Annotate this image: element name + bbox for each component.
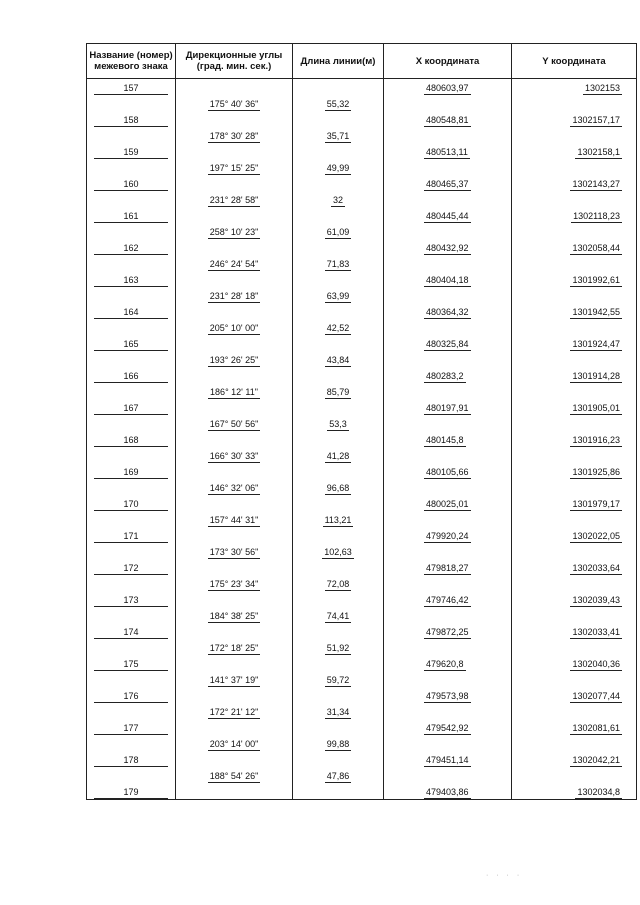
point-y: 1302143,27: [572, 179, 620, 189]
segment-angle: 205° 10' 00": [209, 323, 259, 333]
segment-angle: 197° 15' 25": [209, 163, 259, 173]
point-name: 174: [94, 627, 168, 639]
segment-angle: 146° 32' 06": [209, 483, 259, 493]
point-name: 163: [94, 275, 168, 287]
segment-row: [87, 159, 637, 175]
segment-angle: 167° 50' 56": [209, 419, 259, 429]
point-name: 171: [94, 531, 168, 543]
segment-length: 72,08: [326, 579, 350, 589]
point-row: [87, 591, 637, 607]
point-y: 1301992,61: [572, 275, 620, 285]
point-x: 479872,25: [426, 627, 469, 637]
segment-length: 102,63: [324, 547, 352, 557]
segment-length: 55,32: [326, 99, 350, 109]
segment-length: 53,3: [329, 419, 347, 429]
point-y: 1302153: [584, 83, 620, 93]
segment-row: [87, 127, 637, 143]
point-name: 177: [94, 723, 168, 735]
point-y: 1301916,23: [572, 435, 620, 445]
segment-length: 31,34: [326, 707, 350, 717]
point-name: 175: [94, 659, 168, 671]
header-x: X координата: [384, 44, 512, 79]
segment-length: 51,92: [326, 643, 350, 653]
table-body: [87, 79, 637, 800]
point-row: [87, 463, 637, 479]
segment-length: 96,68: [326, 483, 350, 493]
point-y: 1302033,41: [572, 627, 620, 637]
point-x: 479542,92: [426, 723, 469, 733]
segment-row: [87, 575, 637, 591]
point-row: [87, 367, 637, 383]
point-name: 170: [94, 499, 168, 511]
segment-angle: 178° 30' 28": [209, 131, 259, 141]
segment-angle: 184° 38' 25": [209, 611, 259, 621]
point-name: 166: [94, 371, 168, 383]
point-y: 1302081,61: [572, 723, 620, 733]
point-row: [87, 79, 637, 96]
segment-length: 59,72: [326, 675, 350, 685]
point-y: 1301979,17: [572, 499, 620, 509]
point-name: 161: [94, 211, 168, 223]
segment-length: 63,99: [326, 291, 350, 301]
point-y: 1302077,44: [572, 691, 620, 701]
point-y: 1302158,1: [577, 147, 620, 157]
point-name: 169: [94, 467, 168, 479]
segment-length: 74,41: [326, 611, 350, 621]
segment-angle: 172° 18' 25": [209, 643, 259, 653]
segment-row: [87, 671, 637, 687]
segment-row: [87, 255, 637, 271]
header-angle: Дирекционные углы (град. мин. сек.): [176, 44, 293, 79]
segment-row: [87, 319, 637, 335]
point-x: 479403,86: [426, 787, 469, 797]
point-y: 1302033,64: [572, 563, 620, 573]
point-name: 162: [94, 243, 168, 255]
segment-row: [87, 607, 637, 623]
point-y: 1302118,23: [573, 211, 620, 221]
segment-angle: 157° 44' 31": [209, 515, 259, 525]
point-y: 1301942,55: [572, 307, 620, 317]
segment-length: 49,99: [326, 163, 350, 173]
segment-row: [87, 351, 637, 367]
point-row: [87, 399, 637, 415]
point-row: [87, 239, 637, 255]
point-row: [87, 143, 637, 159]
point-x: 480145,8: [426, 435, 464, 445]
segment-angle: 193° 26' 25": [209, 355, 259, 365]
point-y: 1302058,44: [572, 243, 620, 253]
point-row: [87, 655, 637, 671]
point-y: 1301925,86: [572, 467, 620, 477]
point-row: [87, 751, 637, 767]
point-x: 480364,32: [426, 307, 469, 317]
point-x: 480283,2: [426, 371, 464, 381]
point-name: 173: [94, 595, 168, 607]
segment-angle: 175° 40' 36": [209, 99, 259, 109]
point-x: 480465,37: [426, 179, 469, 189]
segment-row: [87, 383, 637, 399]
segment-row: [87, 767, 637, 783]
segment-angle: 203° 14' 00": [209, 739, 259, 749]
point-row: [87, 175, 637, 191]
coordinate-table: [86, 43, 637, 800]
header-name: Название (номер) межевого знака: [87, 44, 176, 79]
point-name: 158: [94, 115, 168, 127]
point-y: 1302042,21: [572, 755, 620, 765]
segment-row: [87, 543, 637, 559]
point-y: 1301914,28: [572, 371, 620, 381]
point-x: 479818,27: [426, 563, 469, 573]
segment-angle: 231° 28' 58": [209, 195, 259, 205]
segment-length: 61,09: [326, 227, 350, 237]
segment-angle: 231° 28' 18": [209, 291, 259, 301]
point-y: 1301924,47: [572, 339, 620, 349]
segment-length: 43,84: [326, 355, 350, 365]
point-name: 168: [94, 435, 168, 447]
segment-row: [87, 703, 637, 719]
segment-angle: 173° 30' 56": [209, 547, 259, 557]
segment-length: 71,83: [326, 259, 350, 269]
point-name: 164: [94, 307, 168, 319]
point-row: [87, 495, 637, 511]
point-name: 178: [94, 755, 168, 767]
point-row: [87, 559, 637, 575]
point-x: 480445,44: [426, 211, 469, 221]
segment-length: 41,28: [326, 451, 350, 461]
point-name: 165: [94, 339, 168, 351]
point-y: 1302034,8: [577, 787, 620, 797]
segment-angle: 188° 54' 26": [209, 771, 259, 781]
segment-length: 113,21: [324, 515, 352, 525]
point-row: [87, 271, 637, 287]
coordinate-sheet: [86, 43, 636, 800]
segment-row: [87, 191, 637, 207]
point-y: 1302157,17: [572, 115, 620, 125]
point-name: 172: [94, 563, 168, 575]
segment-length: 99,88: [326, 739, 350, 749]
point-x: 480325,84: [426, 339, 469, 349]
segment-row: [87, 479, 637, 495]
point-row: [87, 111, 637, 127]
point-y: 1302022,05: [572, 531, 620, 541]
point-x: 480197,91: [426, 403, 469, 413]
segment-row: [87, 95, 637, 111]
point-x: 479920,24: [426, 531, 469, 541]
segment-row: [87, 639, 637, 655]
point-row: [87, 431, 637, 447]
segment-angle: 172° 21' 12": [209, 707, 259, 717]
point-row: [87, 719, 637, 735]
point-row: [87, 303, 637, 319]
scan-noise: · · · ·: [486, 872, 523, 879]
segment-row: [87, 447, 637, 463]
point-x: 480603,97: [426, 83, 469, 93]
point-x: 480548,81: [426, 115, 469, 125]
point-name: 160: [94, 179, 168, 191]
point-x: 480105,66: [426, 467, 469, 477]
point-row: [87, 623, 637, 639]
point-x: 480513,11: [426, 147, 468, 157]
segment-length: 42,52: [326, 323, 350, 333]
header-y: Y координата: [512, 44, 637, 79]
segment-row: [87, 415, 637, 431]
point-y: 1302039,43: [572, 595, 620, 605]
point-name: 179: [94, 787, 168, 799]
header-row: [87, 44, 637, 79]
segment-angle: 186° 12' 11": [210, 387, 258, 397]
segment-angle: 175° 23' 34": [209, 579, 259, 589]
segment-angle: 258° 10' 23": [209, 227, 259, 237]
point-x: 480432,92: [426, 243, 469, 253]
segment-length: 35,71: [326, 131, 350, 141]
segment-angle: 246° 24' 54": [209, 259, 259, 269]
point-name: 167: [94, 403, 168, 415]
segment-length: 47,86: [326, 771, 350, 781]
segment-row: [87, 287, 637, 303]
point-row: [87, 527, 637, 543]
point-x: 479573,98: [426, 691, 469, 701]
header-length: Длина линии(м): [293, 44, 384, 79]
segment-row: [87, 735, 637, 751]
point-x: 480404,18: [426, 275, 469, 285]
segment-angle: 141° 37' 19": [209, 675, 259, 685]
point-name: 159: [94, 147, 168, 159]
point-y: 1301905,01: [572, 403, 620, 413]
point-name: 176: [94, 691, 168, 703]
point-row: [87, 335, 637, 351]
segment-angle: 166° 30' 33": [209, 451, 259, 461]
point-name: 157: [94, 83, 168, 95]
point-x: 479620,8: [426, 659, 464, 669]
point-x: 479451,14: [426, 755, 469, 765]
point-y: 1302040,36: [572, 659, 620, 669]
point-x: 479746,42: [426, 595, 469, 605]
segment-length: 85,79: [326, 387, 350, 397]
segment-row: [87, 511, 637, 527]
point-row: [87, 207, 637, 223]
segment-length: 32: [332, 195, 343, 205]
point-x: 480025,01: [426, 499, 469, 509]
point-row: [87, 687, 637, 703]
point-row: [87, 783, 637, 800]
segment-row: [87, 223, 637, 239]
